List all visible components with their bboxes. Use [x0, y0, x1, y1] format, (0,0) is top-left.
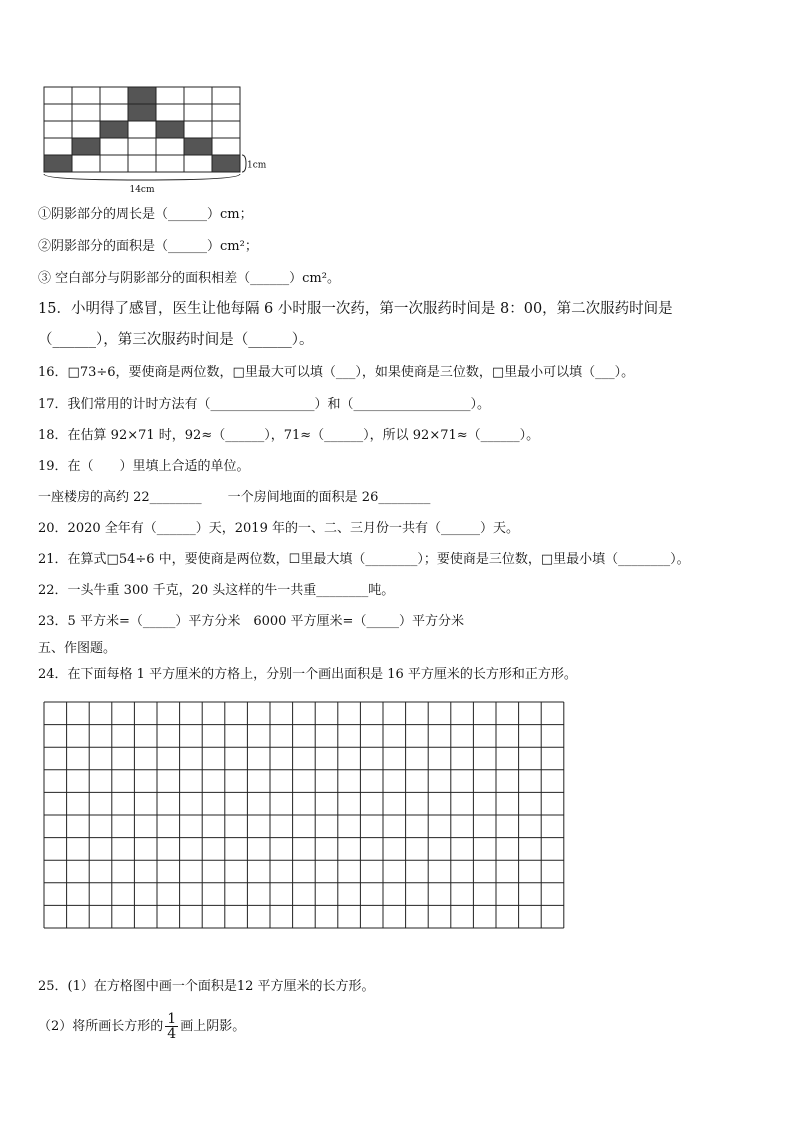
q15-line-2: （______），第三次服药时间是（______）。	[38, 332, 314, 348]
blank-cell	[100, 104, 128, 121]
q20-text: 20．2020 全年有（______）天，2019 年的一、二、三月份一共有（______）天。	[38, 521, 519, 536]
q25-part-2-suffix: 画上阴影。	[180, 1019, 246, 1034]
blank-cell	[72, 104, 100, 121]
blank-cell	[44, 87, 72, 104]
blank-cell	[212, 121, 240, 138]
blank-cell	[212, 104, 240, 121]
shaded-cell	[128, 87, 156, 104]
q22-text: 22．一头牛重 300 千克，20 头这样的牛一共重________吨。	[38, 583, 395, 598]
width-bracket	[44, 174, 240, 180]
q25-part-2	[38, 1010, 245, 1044]
q25-part-1: 25．(1）在方格图中画一个面积是12 平方厘米的长方形。	[38, 979, 375, 994]
blank-cell	[100, 87, 128, 104]
blank-cell	[156, 138, 184, 155]
blank-cell	[72, 155, 100, 172]
blank-cell	[212, 87, 240, 104]
blank-cell	[156, 155, 184, 172]
shaded-cell	[156, 121, 184, 138]
q14-figure	[30, 82, 270, 192]
height-bracket	[242, 155, 246, 172]
q24-square-grid[interactable]	[40, 698, 572, 932]
section-title-drawing: 五、作图题。	[38, 641, 117, 656]
blank-cell	[128, 138, 156, 155]
blank-cell	[156, 87, 184, 104]
blank-cell	[100, 138, 128, 155]
blank-cell	[184, 104, 212, 121]
blank-cell	[156, 104, 184, 121]
fraction-denominator: 4	[167, 1026, 177, 1042]
q14-item-3: ③ 空白部分与阴影部分的面积相差（______）cm²。	[38, 271, 340, 286]
shaded-cell	[100, 121, 128, 138]
blank-cell	[184, 121, 212, 138]
blank-cell	[44, 104, 72, 121]
q19-title: 19．在（ ）里填上合适的单位。	[38, 459, 250, 474]
shaded-cell	[128, 104, 156, 121]
q17-text: 17．我们常用的计时方法有（________________）和（__________________）。	[38, 397, 491, 412]
q18-text: 18．在估算 92×71 时，92≈（______），71≈（______），所以 92×71≈（______）。	[38, 428, 540, 443]
blank-cell	[44, 121, 72, 138]
shaded-cell	[72, 138, 100, 155]
q16-text: 16．□73÷6，要使商是两位数，□里最大可以填（___），如果使商是三位数，□里最小可以填（___）。	[38, 365, 635, 380]
q14-item-2: ②阴影部分的面积是（______）cm²；	[38, 239, 258, 254]
blank-cell	[72, 121, 100, 138]
fraction-numerator: 1	[167, 1011, 177, 1027]
height-label: 1cm	[247, 160, 267, 171]
q14-item-1: ①阴影部分的周长是（______）cm；	[38, 207, 253, 222]
blank-cell	[184, 87, 212, 104]
blank-cell	[128, 121, 156, 138]
width-label: 14cm	[129, 185, 155, 192]
q23-text: 23．5 平方米=（_____）平方分米 6000 平方厘米=（_____）平方分米	[38, 614, 464, 629]
blank-cell	[212, 138, 240, 155]
blank-cell	[184, 155, 212, 172]
shaded-cell	[212, 155, 240, 172]
blank-cell	[72, 87, 100, 104]
blank-cell	[100, 155, 128, 172]
shaded-cell	[44, 155, 72, 172]
blank-cell	[44, 138, 72, 155]
q24-text: 24．在下面每格 1 平方厘米的方格上，分别一个画出面积是 16 平方厘米的长方形和正方形。	[38, 667, 577, 682]
shaded-cell	[184, 138, 212, 155]
q15-line-1: 15．小明得了感冒，医生让他每隔 6 小时服一次药，第一次服药时间是 8：00，第二次服药时间是	[38, 301, 673, 317]
q19-items: 一座楼房的高约 22________ 一个房间地面的面积是 26________	[38, 490, 431, 505]
q21-text: 21．在算式□54÷6 中，要使商是两位数，☐里最大填（________）；要使商是三位数，□里最小填（________）。	[38, 552, 690, 567]
fraction-one-quarter	[165, 1012, 178, 1041]
blank-cell	[128, 155, 156, 172]
q25-part-2-prefix: （2）将所画长方形的	[38, 1019, 164, 1034]
